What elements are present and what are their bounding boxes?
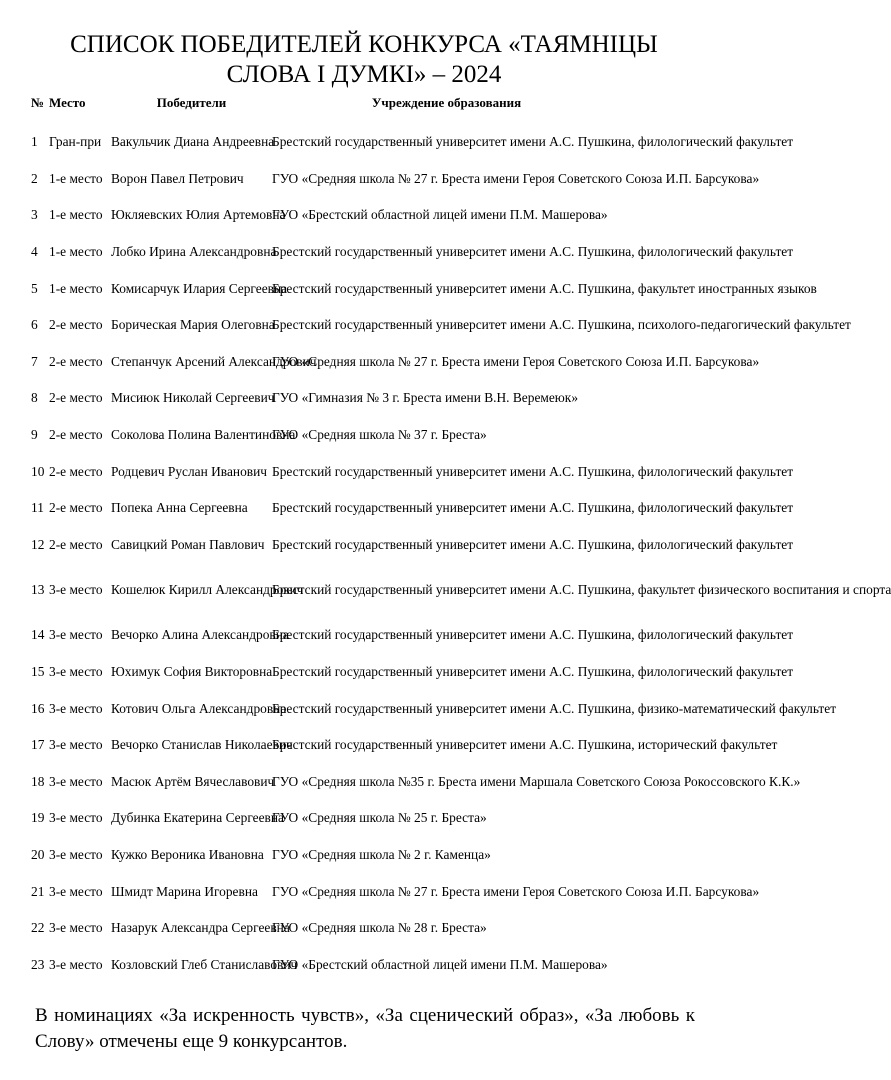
row-winner-name: Козловский Глеб Станиславович [111,956,298,972]
row-place: 2-е место [49,500,103,516]
row-winner-name: Назарук Александра Сергеевна [111,920,290,936]
footer-note: В номинациях «За искренность чувств», «За сценический образ», «За любовь к Слову» отмечены еще 9 конкурсантов. [35,1005,695,1052]
table-row [31,490,621,527]
row-institution: ГУО «Средняя школа № 25 г. Бреста» [272,810,487,826]
row-number: 20 [31,846,45,862]
row-institution: ГУО «Брестский областной лицей имени П.М. Машерова» [272,956,608,972]
row-winner-name: Попека Анна Сергеевна [111,500,248,516]
table-row [31,690,621,727]
row-number: 12 [31,536,45,552]
row-institution: ГУО «Средняя школа № 28 г. Бреста» [272,920,487,936]
table-row [31,344,621,381]
row-place: 2-е место [49,427,103,443]
row-place: 3-е место [49,582,103,598]
row-winner-name: Комисарчук Илария Сергеевна [111,280,288,296]
row-winner-name: Кужко Вероника Ивановна [111,846,264,862]
winners-table-body [31,124,891,983]
row-number: 9 [31,427,38,443]
row-institution: Брестский государственный университет имени А.С. Пушкина, филологический факультет [272,536,794,552]
row-number: 14 [31,627,45,643]
table-row [31,764,621,801]
row-winner-name: Шмидт Марина Игоревна [111,883,258,899]
row-institution: ГУО «Брестский областной лицей имени П.М. Машерова» [272,207,608,223]
row-number: 23 [31,956,45,972]
row-place: 3-е место [49,737,103,753]
row-institution: Брестский государственный университет имени А.С. Пушкина, факультет физического воспитания и спорта [272,582,891,598]
row-number: 6 [31,317,38,333]
row-institution: Брестский государственный университет имени А.С. Пушкина, филологический факультет [272,664,794,680]
table-row [31,417,621,454]
row-number: 8 [31,390,38,406]
header-winners: Победители [156,95,227,110]
row-place: 3-е место [49,627,103,643]
row-institution: Брестский государственный университет имени А.С. Пушкина, филологический факультет [272,627,794,643]
table-row [31,124,621,161]
row-number: 18 [31,773,45,789]
row-institution: ГУО «Средняя школа № 27 г. Бреста имени Героя Советского Союза И.П. Барсукова» [272,170,760,186]
winners-table [31,94,891,983]
row-institution: ГУО «Средняя школа № 37 г. Бреста» [272,427,487,443]
table-row [31,307,621,344]
row-place: 3-е место [49,956,103,972]
row-institution: ГУО «Гимназия № 3 г. Бреста имени В.Н. Веремеюк» [272,390,579,406]
row-number: 21 [31,883,45,899]
row-place: 2-е место [49,353,103,369]
row-winner-name: Кошелюк Кирилл Александрович [111,582,304,598]
row-number: 11 [31,500,44,516]
header-num: № [31,95,45,110]
row-number: 22 [31,920,45,936]
row-number: 17 [31,737,45,753]
table-row [31,617,621,654]
row-number: 5 [31,280,38,296]
row-place: Гран-при [49,134,102,150]
row-place: 2-е место [49,463,103,479]
row-number: 13 [31,582,45,598]
table-row [31,527,621,564]
row-place: 1-е место [49,207,103,223]
row-winner-name: Соколова Полина Валентиновна [111,427,296,443]
table-row [31,380,621,417]
row-place: 3-е место [49,846,103,862]
row-winner-name: Степанчук Арсений Александрович [111,353,317,369]
row-winner-name: Бoрическая Мария Олеговна [111,317,275,333]
row-place: 3-е место [49,700,103,716]
table-row [31,563,621,617]
header-place: Место [49,95,86,110]
row-number: 16 [31,700,45,716]
header-institution: Учреждение образования [371,95,522,110]
table-row [31,946,621,983]
row-winner-name: Вакульчик Диана Андреевна [111,134,275,150]
table-row [31,873,621,910]
row-winner-name: Вечорко Алина Александровна [111,627,289,643]
row-number: 2 [31,170,38,186]
row-institution: ГУО «Средняя школа № 27 г. Бреста имени Героя Советского Союза И.П. Барсукова» [272,883,760,899]
table-row [31,727,621,764]
row-place: 3-е место [49,773,103,789]
row-place: 3-е место [49,810,103,826]
row-place: 1-е место [49,280,103,296]
row-number: 4 [31,244,38,260]
row-place: 3-е место [49,920,103,936]
row-place: 2-е место [49,536,103,552]
table-row [31,270,621,307]
row-institution: Брестский государственный университет имени А.С. Пушкина, филологический факультет [272,463,794,479]
row-number: 1 [31,134,38,150]
table-row [31,800,621,837]
row-number: 7 [31,353,38,369]
row-place: 1-е место [49,170,103,186]
table-header-row [31,94,621,112]
row-institution: Брестский государственный университет имени А.С. Пушкина, филологический факультет [272,500,794,516]
row-place: 2-е место [49,390,103,406]
row-institution: ГУО «Средняя школа № 2 г. Каменца» [272,846,491,862]
row-winner-name: Котович Ольга Александровна [111,700,287,716]
title-line-1: СПИСОК ПОБЕДИТЕЛЕЙ КОНКУРСА «ТАЯМНІЦЫ [70,31,658,58]
row-institution: Брестский государственный университет имени А.С. Пушкина, исторический факультет [272,737,778,753]
table-row [31,910,621,947]
table-row [31,837,621,874]
table-row [31,453,621,490]
row-winner-name: Родцевич Руслан Иванович [111,463,267,479]
row-winner-name: Юкляевских Юлия Артемовна [111,207,286,223]
row-winner-name: Лобко Ирина Александровна [111,244,277,260]
row-number: 10 [31,463,45,479]
row-place: 3-е место [49,664,103,680]
row-winner-name: Дубинка Екатерина Сергеевна [111,810,284,826]
document-title [0,30,728,90]
row-number: 19 [31,810,45,826]
row-winner-name: Масюк Артём Вячеславович [111,773,275,789]
table-row [31,161,621,198]
row-winner-name: Мисиюк Николай Сергеевич [111,390,275,406]
row-winner-name: Ворон Павел Петрович [111,170,244,186]
row-institution: Брестский государственный университет имени А.С. Пушкина, филологический факультет [272,244,794,260]
title-line-2: СЛОВА І ДУМКІ» – 2024 [226,61,502,88]
row-institution: Брестский государственный университет имени А.С. Пушкина, филологический факультет [272,134,794,150]
row-institution: Брестский государственный университет имени А.С. Пушкина, факультет иностранных языков [272,280,817,296]
row-institution: ГУО «Средняя школа № 27 г. Бреста имени Героя Советского Союза И.П. Барсукова» [272,353,760,369]
row-institution: ГУО «Средняя школа №35 г. Бреста имени Маршала Советского Союза Рокоссовского К.К.» [272,773,801,789]
row-winner-name: Савицкий Роман Павлович [111,536,265,552]
row-place: 2-е место [49,317,103,333]
row-winner-name: Вечорко Станислав Николаевич [111,737,293,753]
row-winner-name: Юхимук София Викторовна [111,664,273,680]
row-institution: Брестский государственный университет имени А.С. Пушкина, психолого-педагогический факультет [272,317,851,333]
row-institution: Брестский государственный университет имени А.С. Пушкина, физико-математический факультет [272,700,837,716]
row-number: 15 [31,664,45,680]
table-row [31,197,621,234]
table-row [31,654,621,691]
row-number: 3 [31,207,38,223]
row-place: 3-е место [49,883,103,899]
row-place: 1-е место [49,244,103,260]
table-row [31,234,621,271]
